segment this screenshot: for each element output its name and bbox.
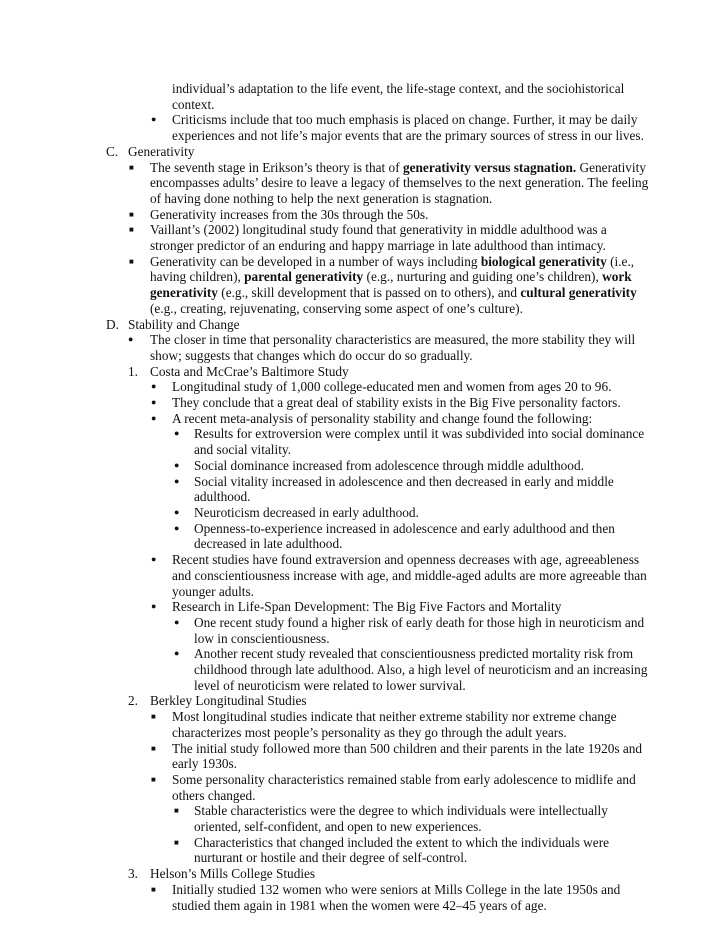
text-run: Generativity xyxy=(128,143,195,159)
item-text xyxy=(172,395,650,411)
round-bullet-icon: ● xyxy=(174,459,180,470)
text-run: Generativity encompasses adults’ desire to leave a legacy of themselves to the next generation. The feeling of having done nothing to help the next generation is stagnation. xyxy=(150,159,649,206)
square-bullet-icon: ■ xyxy=(151,884,156,894)
text-run: Openness-to-experience increased in adolescence and early adulthood and then decreased in late adulthood. xyxy=(194,520,615,552)
text-run: They conclude that a great deal of stability exists in the Big Five personality factors. xyxy=(172,395,621,411)
item-text xyxy=(150,160,650,207)
item-text xyxy=(128,317,648,333)
outline-item xyxy=(0,803,728,834)
square-bullet-icon: ■ xyxy=(151,743,156,753)
text-run: Social dominance increased from adolescence through middle adulthood. xyxy=(194,457,584,473)
round-bullet-icon: ● xyxy=(151,114,157,125)
round-bullet-icon: ● xyxy=(128,334,134,345)
item-text xyxy=(172,81,650,112)
round-bullet-icon: ● xyxy=(174,522,180,533)
outline-marker: C. xyxy=(106,143,119,159)
outline-item xyxy=(0,693,728,709)
round-bullet-icon: ● xyxy=(174,616,180,627)
outline-item xyxy=(0,144,728,160)
item-text xyxy=(150,207,650,223)
text-run: Recent studies have found extraversion and openness decreases with age, agreeableness and conscientiousness increase with age, and middle-aged adults are more agreeable than younger adults. xyxy=(172,552,647,599)
item-text xyxy=(194,521,650,552)
item-text xyxy=(150,254,650,317)
outline-item xyxy=(0,615,728,646)
item-text xyxy=(150,332,650,363)
text-run: Generativity increases from the 30s through the 50s. xyxy=(150,206,429,222)
item-text xyxy=(172,882,650,913)
outline-marker: 3. xyxy=(128,866,138,882)
text-run: The seventh stage in Erikson’s theory is that of xyxy=(150,159,403,175)
outline-item xyxy=(0,552,728,599)
bold-term: biological generativity xyxy=(480,253,607,269)
text-run: (e.g., skill development that is passed on to others), and xyxy=(217,285,521,301)
outline-item xyxy=(0,411,728,427)
bold-term: parental generativity xyxy=(244,269,364,285)
text-run: Longitudinal study of 1,000 college-educated men and women from ages 20 to 96. xyxy=(172,379,612,395)
outline-item xyxy=(0,112,728,143)
text-run: Results for extroversion were complex until it was subdivided into social dominance and social vitality. xyxy=(194,426,645,458)
text-run: (i.e., having children), xyxy=(150,253,635,285)
text-run: (e.g., nurturing and guiding one’s children), xyxy=(363,269,603,285)
outline-item xyxy=(0,317,728,333)
item-text xyxy=(194,615,650,646)
outline-marker: D. xyxy=(106,316,119,332)
text-run: Vaillant’s (2002) longitudinal study found that generativity in middle adulthood was a stronger predictor of an enduring and happy marriage in late adulthood than intimacy. xyxy=(150,222,607,254)
square-bullet-icon: ■ xyxy=(129,256,134,266)
square-bullet-icon: ■ xyxy=(129,209,134,219)
item-text xyxy=(194,646,650,693)
item-text xyxy=(172,411,650,427)
round-bullet-icon: ● xyxy=(151,412,157,423)
outline-item xyxy=(0,379,728,395)
square-bullet-icon: ■ xyxy=(151,774,156,784)
item-text xyxy=(150,866,650,882)
outline-item xyxy=(0,254,728,317)
outline-item xyxy=(0,835,728,866)
round-bullet-icon: ● xyxy=(151,601,157,612)
outline-item xyxy=(0,646,728,693)
round-bullet-icon: ● xyxy=(174,506,180,517)
item-text xyxy=(172,379,650,395)
item-text xyxy=(150,222,650,253)
outline-item xyxy=(0,709,728,740)
outline-item xyxy=(0,474,728,505)
item-text xyxy=(128,144,648,160)
outline-item xyxy=(0,426,728,457)
text-run: Most longitudinal studies indicate that neither extreme stability nor extreme change characterizes most people’s personality as they go through the adult years. xyxy=(172,709,617,740)
square-bullet-icon: ■ xyxy=(129,162,134,172)
outline-item xyxy=(0,160,728,207)
text-run: Another recent study revealed that conscientiousness predicted mortality risk from childhood through late adulthood. Also, a high level of neuroticism and an increasing level of neuroticism were related to lower survival. xyxy=(194,646,648,693)
text-run: Social vitality increased in adolescence and then decreased in early and middle adulthood. xyxy=(194,473,614,505)
outline-item xyxy=(0,521,728,552)
outline-marker: 2. xyxy=(128,693,138,709)
text-run: Some personality characteristics remained stable from early adolescence to midlife and others changed. xyxy=(172,771,636,803)
bold-term: generativity versus stagnation. xyxy=(402,159,577,175)
text-run: Research in Life-Span Development: The Big Five Factors and Mortality xyxy=(172,599,562,615)
text-run: The initial study followed more than 500 children and their parents in the late 1920s and early 1930s. xyxy=(172,740,643,772)
text-run: The closer in time that personality characteristics are measured, the more stability they will show; suggests that changes which do occur do so gradually. xyxy=(150,332,636,363)
item-text xyxy=(150,693,650,709)
item-text xyxy=(172,772,650,803)
bold-term: cultural generativity xyxy=(520,285,637,301)
square-bullet-icon: ■ xyxy=(151,712,156,722)
bold-term: work generativity xyxy=(150,269,632,301)
text-run: Berkley Longitudinal Studies xyxy=(150,693,307,709)
round-bullet-icon: ● xyxy=(151,381,157,392)
round-bullet-icon: ● xyxy=(151,554,157,565)
outline-item xyxy=(0,741,728,772)
text-run: individual’s adaptation to the life event, the life-stage context, and the sociohistorical context. xyxy=(172,81,625,112)
item-text xyxy=(194,426,650,457)
item-text xyxy=(172,709,650,740)
item-text xyxy=(172,599,650,615)
outline-marker: 1. xyxy=(128,363,138,379)
text-run: Stability and Change xyxy=(128,316,240,332)
text-run: Costa and McCrae’s Baltimore Study xyxy=(150,363,349,379)
text-run: Generativity can be developed in a number of ways including xyxy=(150,253,481,269)
square-bullet-icon: ■ xyxy=(174,837,179,847)
outline-item xyxy=(0,395,728,411)
item-text xyxy=(172,552,650,599)
text-run: Helson’s Mills College Studies xyxy=(150,866,316,882)
text-run: One recent study found a higher risk of early death for those high in neuroticism and low in conscientiousness. xyxy=(194,614,645,646)
outline-item xyxy=(0,772,728,803)
item-text xyxy=(150,364,650,380)
item-text xyxy=(194,505,650,521)
outline-item xyxy=(0,458,728,474)
outline-item xyxy=(0,81,728,112)
item-text xyxy=(194,458,650,474)
text-run: Initially studied 132 women who were seniors at Mills College in the late 1950s and studied them again in 1981 when the women were 42–45 years of age. xyxy=(172,881,621,913)
text-run: Criticisms include that too much emphasis is placed on change. Further, it may be daily experiences and not life’s major events that are the primary sources of stress in our lives. xyxy=(172,112,644,144)
outline-item xyxy=(0,882,728,913)
text-run: A recent meta-analysis of personality stability and change found the following: xyxy=(172,410,593,426)
outline-item xyxy=(0,207,728,223)
text-run: Characteristics that changed included the extent to which the individuals were nurturant or hostile and their degree of self-control. xyxy=(194,834,610,866)
outline-item xyxy=(0,505,728,521)
outline-item xyxy=(0,364,728,380)
item-text xyxy=(194,835,650,866)
outline-item xyxy=(0,222,728,253)
outline-item xyxy=(0,866,728,882)
round-bullet-icon: ● xyxy=(151,397,157,408)
text-run: Neuroticism decreased in early adulthood. xyxy=(194,504,419,520)
square-bullet-icon: ■ xyxy=(129,225,134,235)
outline-item xyxy=(0,599,728,615)
round-bullet-icon: ● xyxy=(174,428,180,439)
text-run: (e.g., creating, rejuvenating, conserving some aspect of one’s culture). xyxy=(150,300,523,316)
round-bullet-icon: ● xyxy=(174,648,180,659)
outline-item xyxy=(0,332,728,363)
item-text xyxy=(194,474,650,505)
round-bullet-icon: ● xyxy=(174,475,180,486)
item-text xyxy=(172,741,650,772)
item-text xyxy=(172,112,650,143)
item-text xyxy=(194,803,650,834)
text-run: Stable characteristics were the degree to which individuals were intellectually oriented, self-confident, and open to new experiences. xyxy=(194,803,608,835)
square-bullet-icon: ■ xyxy=(174,806,179,816)
